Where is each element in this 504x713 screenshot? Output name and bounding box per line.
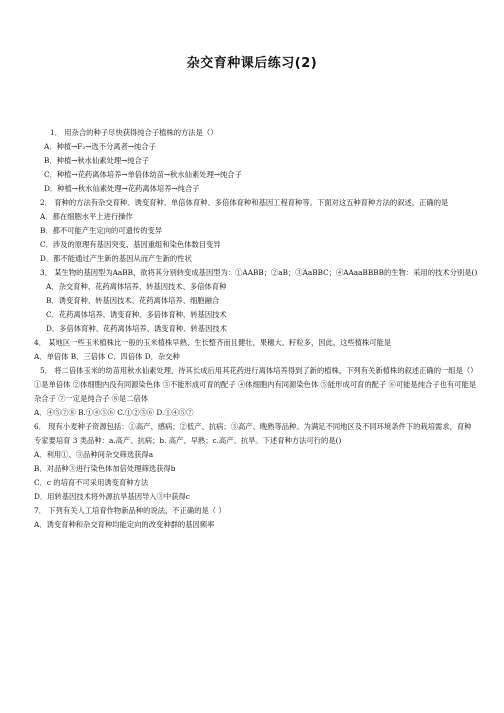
question-3-option-a: A．杂交育种、花药离体培养、转基因技术、多倍体育种 [46, 282, 227, 291]
question-2-option-c: C．涉及的原理有基因突变、基因重组和染色体数目变异 [40, 240, 221, 249]
question-5-stem: 5． 将二倍体玉米的幼苗用秋水仙素处理，待其长成后用其花药进行离体培养得到了新的植株，下列有关新植株的叙述正确的一组是（） [40, 366, 478, 375]
question-6-option-d: D．用转基因技术将外源抗旱基因导入③中获得c [34, 492, 190, 501]
question-1-stem: 1． 用杂合的种子尽快获得纯合子植株的方法是（） [50, 128, 218, 137]
question-7-option-a: A．诱变育种和杂交育种均能定向的改变种群的基因频率 [34, 520, 215, 529]
question-1-option-d: D．种植→秋水仙素处理→花药离体培养→纯合子 [44, 184, 200, 193]
question-6-stem: 6． 现有小麦种子资源包括：①高产、感病；②低产、抗病；③高产、晚熟等品种。为满足不同地区及不同环境条件下的栽培需求，育种专家要培育 3 类品种：a.高产、抗病；b. 高产、早熟；c.高产、抗旱。下述育种方法可行的是() [34, 422, 472, 445]
question-5-statements: ①是单倍体 ②体细胞内没有同源染色体 ③不能形成可育的配子 ④体细胞内有同源染色体 ⑤能形成可育的配子 ⑥可能是纯合子也有可能是杂合子 ⑦一定是纯合子 ⑧是二倍体 [34, 380, 477, 403]
question-6-option-c: C．c 的培育不可采用诱变育种方法 [34, 478, 149, 487]
question-7-stem: 7． 下列有关人工培育作物新品种的说法，不正确的是（ ） [34, 506, 226, 515]
question-5-options: A．④⑤⑦⑧ B.①④⑤⑥ C.①②③⑥ D.①④⑤⑦ [34, 408, 194, 417]
question-4-options: A．单倍体 B．三倍体 C．四倍体 D．杂交种 [34, 352, 180, 361]
question-2-option-a: A．都在细胞水平上进行操作 [40, 212, 133, 221]
question-2-option-d: D．都不能通过产生新的基因从而产生新的性状 [40, 254, 192, 263]
question-3-option-c: C．花药离体培养、诱变育种、多倍体育种、转基因技术 [46, 310, 227, 319]
question-6-option-a: A．利用①、③品种间杂交筛选获得a [34, 450, 154, 459]
document-title: 杂交育种课后练习(2) [186, 56, 318, 71]
question-2-option-b: B．都不可能产生定向的可遗传的变异 [40, 226, 163, 235]
question-2-stem: 2． 育种的方法有杂交育种、诱变育种、单倍体育种、多倍体育种和基因工程育种等。下面对这五种育种方法的叙述，正确的是 [40, 198, 449, 207]
question-3-option-b: B．诱变育种、转基因技术、花药离体培养、细胞融合 [46, 296, 220, 305]
question-1-option-b: B．种植→秋水仙素处理→纯合子 [44, 156, 150, 165]
question-1-option-c: C．种植→花药离体培养→单倍体幼苗→秋水仙素处理→纯合子 [44, 170, 242, 179]
question-1-option-a: A．种植→F₂→选不分离者→纯合子 [44, 142, 156, 151]
document-body [34, 126, 478, 532]
question-6-option-b: B．对品种③进行染色体加倍处理筛选获得b [34, 464, 176, 473]
question-4-stem: 4． 某地区一些玉米植株比一般的玉米植株早熟、生长整齐而且健壮，果穗大、籽粒多，因此，这些植株可能是 [34, 338, 392, 347]
question-3-stem: 3． 某生物的基因型为AaBB，欲将其分别转变成基因型为：①AABB；②aB；③AaBBC；④AAaaBBBB的生物：采用的技术分别是() [40, 268, 478, 277]
question-3-option-d: D．多倍体育种、花药离体培养、诱变育种、转基因技术 [46, 324, 227, 333]
